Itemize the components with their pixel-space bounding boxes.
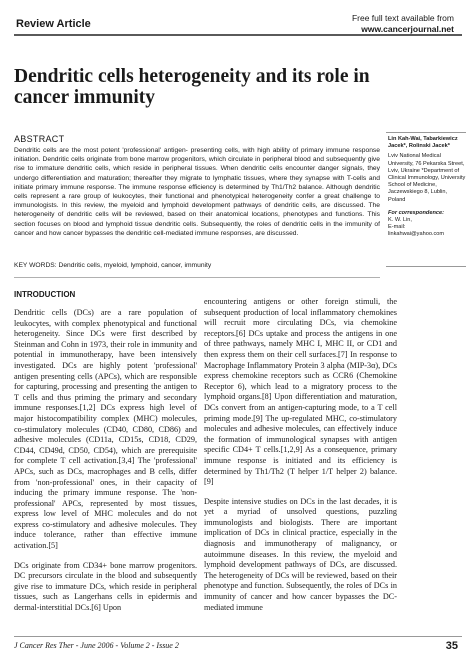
abstract-text: Dendritic cells are the most potent 'professional' antigen- presenting cells, with high ability of primary immune response initiation. Dendritic cells originate from bone marrow progenitors, which circulate in peripheral blood and subsequently give rise to immature dendritic cells, which reside in peripheral tissues. When dendritic cells encounter danger signals, they undergo differentiation and maturation; thereafter they migrate to lymphatic tissues, where they synapse with T-cells and initiate primary immune response. The immune response efficiency is determined by Th1/Th2 balance. Although dendritic cells represent a rare group of leukocytes, their functional and phenotypical heterogeneity confer a great challenge to immunologists. In this review, the myeloid and lymphoid development pathways of dendritic cells, are discussed. The heterogeneity of dendritic cells will be reviewed, based on their anatomical locations, phenotypes and functions. This section focuses on blood and lymphoid tissue dendritic cells. Subsequently, the roles of dendritic cells in the immunity of cancer and how cancer bypasses the dendritic cell-mediated immune responses, are discussed. xyxy=(14,147,380,237)
introduction-heading: INTRODUCTION xyxy=(14,290,76,299)
sidebar-bottom-rule xyxy=(386,266,466,267)
section-label: Review Article xyxy=(16,18,91,30)
page-number: 35 xyxy=(445,640,458,652)
keywords-label: KEY WORDS: xyxy=(14,262,57,269)
paragraph: DCs originate from CD34+ bone marrow progenitors. DC precursors circulate in the blood and subsequently give rise to immature DCs, which reside in peripheral tissues, such as Langerhans cells in epidermis and dermal-interstitial DCs.[6] Upon xyxy=(14,560,197,613)
abstract-heading: ABSTRACT xyxy=(14,134,65,144)
author-sidebar xyxy=(388,136,466,239)
left-column xyxy=(14,308,197,623)
correspondence-label: For correspondence: xyxy=(388,209,444,216)
paragraph: Dendritic cells (DCs) are a rare population of leukocytes, with complex phenotypical and functional heterogeneity. Since DCs were first described by Steinman and Cohn in 1973, their role in immunity and potential in immunotherapy, have been intensively investigated. DCs are highly potent 'professional' antigen presenting cells (APCs), which are responsible for capturing, processing and presenting the antigen to T cells and thus priming the primary and secondary immune responses.[1,2] DCs express high level of major histocompatibility complex (MHC) molecules, co-stimulatory molecules (CD40, CD80, CD86) and adhesive molecules (CD11a, CD15s, CD18, CD29, CD44, CD49d, CD50, CD54), which are prerequisite for complete T cell activation.[3,4] The 'professional' APCs, such as DCs, macrophages and B cells, differ from 'non-professional' ones, in their capacity of inducing the primary immune response. The 'non-professional' APCs, represented by most tissues, express low level of MHC molecules and do not express co-stimulatory and adhesive molecules. They induce tolerance, rather than effective immune activation.[5] xyxy=(14,308,197,551)
paragraph: encountering antigens or other foreign stimuli, the subsequent production of local inflammatory chemokines will recruit more circulating DCs, via chemokine receptors.[6] DCs uptake and process the antigens in one of three pathways, namely MHC I, MHC II, or CD1 and then express them on their cell surfaces.[7] In response to Macrophage Inflammatory Protein 3 alpha (MIP-3α), DCs express chemokine receptors such as CCR6 (Chemokine Receptor 6), which lead to a migratory process to the lymphoid organs.[8] Upon differentiation and maturation, DCs convert from an antigen-capturing mode, to a T cell priming mode.[9] The up-regulated MHC, co-stimulatory molecules and adhesive molecules, can effectively induce the formation of immunological synapses with antigen specific CD4+ T cells.[1,2,9] As a consequence, primary immune response is initiated and its efficiency is determined by Th1/Th2 (T helper 1/T helper 2) balance.[9] xyxy=(204,297,397,487)
header-rule xyxy=(14,34,462,36)
paragraph: Despite intensive studies on DCs in the last decades, it is yet a myriad of unsolved questions, puzzling immunologists and biologists. There are important implication of DCs in clinical practice, especially in the diagnosis and immunotherapy of malignancy, or autoimmune diseases. In this review, the myeloid and lymphoid development pathways of DCs, are discussed. The heterogeneity of DCs will be reviewed, based on their phenotype and function. Subsequently, the roles of DCs in immunity of cancer and how cancer bypasses the DC-mediated immune xyxy=(204,496,397,612)
keywords-line xyxy=(14,262,380,269)
keywords-rule xyxy=(14,277,380,278)
keywords-value: Dendritic cells, myeloid, lymphoid, cancer, immunity xyxy=(58,262,212,269)
right-column xyxy=(204,297,397,622)
footer-rule xyxy=(14,636,462,637)
journal-website-link[interactable]: www.cancerjournal.net xyxy=(361,24,454,34)
free-text-note: Free full text available from xyxy=(351,13,454,23)
affiliation: Lviv National Medical University, 76 Pekarska Street, Lviv, Ukraine *Department of Clinical Immunology, University School of Medicine, Jaczewskiego 8, Lublin, Poland xyxy=(388,153,466,203)
journal-citation: J Cancer Res Ther - June 2006 - Volume 2 - Issue 2 xyxy=(14,641,179,650)
article-title: Dendritic cells heterogeneity and its role in cancer immunity xyxy=(14,66,370,108)
authors: Lin Kah-Wai, Tabarkiewicz Jacek*, Rolinski Jacek* xyxy=(388,136,458,150)
email-link[interactable]: linkahwai@yahoo.com xyxy=(388,231,445,238)
sidebar-top-rule xyxy=(386,132,466,133)
correspondence-name: K. W. Lin, xyxy=(388,217,412,224)
email-label: E-mail: xyxy=(388,224,406,231)
